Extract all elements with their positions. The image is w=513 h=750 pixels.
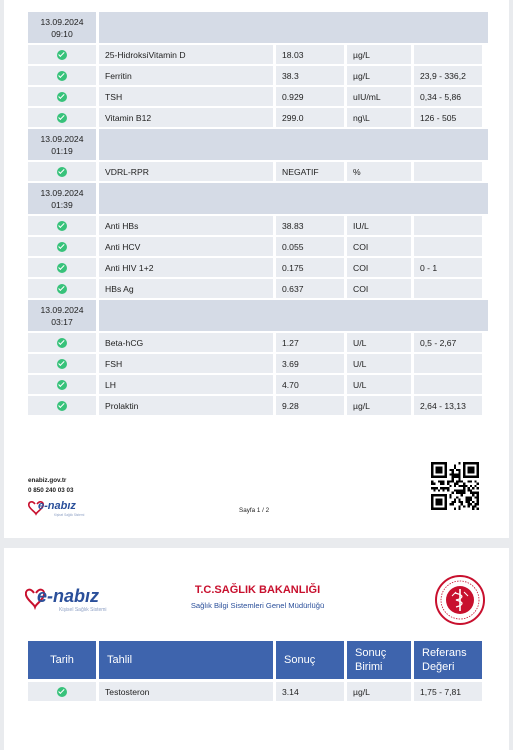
table-row — [28, 258, 488, 277]
table-row — [28, 108, 488, 127]
check-circle-icon — [57, 401, 67, 411]
group-date: 13.09.2024 — [40, 187, 84, 198]
unit-cell: µg/L — [347, 396, 411, 415]
status-cell — [28, 279, 96, 298]
test-name-cell: 25-HidroksiVitamin D — [99, 45, 273, 64]
status-cell — [28, 354, 96, 373]
header-result: Sonuç — [276, 641, 344, 679]
date-group-fill — [99, 183, 488, 214]
table-row — [28, 279, 488, 298]
footer-website: enabiz.gov.tr — [28, 477, 67, 484]
check-circle-icon — [57, 263, 67, 273]
status-cell — [28, 108, 96, 127]
unit-cell: µg/L — [347, 45, 411, 64]
status-cell — [28, 216, 96, 235]
status-cell — [28, 45, 96, 64]
check-circle-icon — [57, 380, 67, 390]
table-row — [28, 87, 488, 106]
date-group-row — [28, 12, 488, 43]
unit-cell: COI — [347, 279, 411, 298]
reference-cell: 126 - 505 — [414, 108, 482, 127]
group-date: 13.09.2024 — [40, 133, 84, 144]
unit-cell: U/L — [347, 354, 411, 373]
table-row — [28, 396, 488, 415]
test-name-cell: Beta-hCG — [99, 333, 273, 352]
unit-cell: COI — [347, 258, 411, 277]
logo-small-tagline: Kişisel Sağlık Sistemi — [54, 513, 85, 517]
footer-phone: 0 850 240 03 03 — [28, 487, 74, 494]
reference-cell — [414, 162, 482, 181]
result-cell: 0.929 — [276, 87, 344, 106]
logo-text: e-nabız — [37, 586, 100, 606]
table-row — [28, 354, 488, 373]
group-time: 03:17 — [51, 316, 73, 327]
status-cell — [28, 682, 96, 701]
table-row — [28, 66, 488, 85]
ministry-subtitle: Sağlık Bilgi Sistemleri Genel Müdürlüğü — [190, 601, 325, 610]
ministry-title: T.C.SAĞLIK BAKANLIĞI — [194, 584, 321, 596]
test-name-cell: Anti HCV — [99, 237, 273, 256]
results-table — [28, 12, 488, 417]
table-row — [28, 682, 482, 701]
group-date: 13.09.2024 — [40, 304, 84, 315]
result-cell: NEGATIF — [276, 162, 344, 181]
enabiz-logo-small — [28, 498, 108, 523]
header-unit: Sonuç Birimi — [347, 641, 411, 679]
reference-cell: 0,5 - 2,67 — [414, 333, 482, 352]
unit-cell: % — [347, 162, 411, 181]
result-cell: 38.83 — [276, 216, 344, 235]
results-table-page-2 — [28, 682, 482, 703]
check-circle-icon — [57, 167, 67, 177]
reference-cell: 0 - 1 — [414, 258, 482, 277]
check-circle-icon — [57, 338, 67, 348]
date-group-fill — [99, 300, 488, 331]
unit-cell: ng\L — [347, 108, 411, 127]
reference-cell — [414, 237, 482, 256]
test-name-cell: Testosteron — [99, 682, 273, 701]
status-cell — [28, 258, 96, 277]
unit-cell: COI — [347, 237, 411, 256]
result-cell: 299.0 — [276, 108, 344, 127]
table-row — [28, 375, 488, 394]
unit-cell: U/L — [347, 333, 411, 352]
reference-cell: 0,34 - 5,86 — [414, 87, 482, 106]
reference-cell: 1,75 - 7,81 — [414, 682, 482, 701]
status-cell — [28, 66, 96, 85]
reference-cell — [414, 216, 482, 235]
status-cell — [28, 396, 96, 415]
page-number: Sayfa 1 / 2 — [239, 507, 270, 514]
unit-cell: U/L — [347, 375, 411, 394]
unit-cell: uIU/mL — [347, 87, 411, 106]
date-cell — [28, 183, 96, 214]
status-cell — [28, 333, 96, 352]
group-time: 01:39 — [51, 199, 73, 210]
date-group-row — [28, 129, 488, 160]
date-group-row — [28, 183, 488, 214]
test-name-cell: Anti HIV 1+2 — [99, 258, 273, 277]
result-cell: 3.14 — [276, 682, 344, 701]
test-name-cell: HBs Ag — [99, 279, 273, 298]
ministry-header — [140, 584, 375, 610]
status-cell — [28, 87, 96, 106]
result-cell: 18.03 — [276, 45, 344, 64]
check-circle-icon — [57, 50, 67, 60]
reference-cell — [414, 279, 482, 298]
test-name-cell: LH — [99, 375, 273, 394]
check-circle-icon — [57, 284, 67, 294]
result-cell: 1.27 — [276, 333, 344, 352]
result-cell: 9.28 — [276, 396, 344, 415]
footer-contact — [28, 476, 74, 496]
result-cell: 0.637 — [276, 279, 344, 298]
group-date: 13.09.2024 — [40, 16, 84, 27]
enabiz-logo — [25, 584, 125, 619]
unit-cell: IU/L — [347, 216, 411, 235]
table-row — [28, 45, 488, 64]
reference-cell: 23,9 - 336,2 — [414, 66, 482, 85]
test-name-cell: TSH — [99, 87, 273, 106]
result-cell: 0.175 — [276, 258, 344, 277]
table-row — [28, 216, 488, 235]
result-cell: 38.3 — [276, 66, 344, 85]
ministry-emblem-icon — [434, 574, 486, 626]
header-test: Tahlil — [99, 641, 273, 679]
group-time: 09:10 — [51, 28, 73, 39]
report-page-1 — [4, 0, 509, 538]
check-circle-icon — [57, 242, 67, 252]
qr-code-icon — [431, 462, 479, 510]
table-row — [28, 237, 488, 256]
logo-tagline: Kişisel Sağlık Sistemi — [59, 607, 107, 613]
result-cell: 3.69 — [276, 354, 344, 373]
reference-cell: 2,64 - 13,13 — [414, 396, 482, 415]
check-circle-icon — [57, 687, 67, 697]
test-name-cell: Vitamin B12 — [99, 108, 273, 127]
check-circle-icon — [57, 113, 67, 123]
test-name-cell: Ferritin — [99, 66, 273, 85]
reference-cell — [414, 375, 482, 394]
unit-cell: µg/L — [347, 66, 411, 85]
date-cell — [28, 129, 96, 160]
check-circle-icon — [57, 221, 67, 231]
table-row — [28, 162, 488, 181]
group-time: 01:19 — [51, 145, 73, 156]
date-cell — [28, 300, 96, 331]
date-group-fill — [99, 12, 488, 43]
test-name-cell: Prolaktin — [99, 396, 273, 415]
header-reference: Referans Değeri — [414, 641, 482, 679]
status-cell — [28, 375, 96, 394]
date-group-row — [28, 300, 488, 331]
logo-small-text: e-nabız — [38, 500, 76, 512]
check-circle-icon — [57, 92, 67, 102]
test-name-cell: Anti HBs — [99, 216, 273, 235]
result-cell: 0.055 — [276, 237, 344, 256]
table-row — [28, 333, 488, 352]
result-cell: 4.70 — [276, 375, 344, 394]
date-cell — [28, 12, 96, 43]
test-name-cell: FSH — [99, 354, 273, 373]
status-cell — [28, 162, 96, 181]
test-name-cell: VDRL-RPR — [99, 162, 273, 181]
check-circle-icon — [57, 359, 67, 369]
date-group-fill — [99, 129, 488, 160]
status-cell — [28, 237, 96, 256]
unit-cell: µg/L — [347, 682, 411, 701]
check-circle-icon — [57, 71, 67, 81]
reference-cell — [414, 45, 482, 64]
results-table-header — [28, 641, 482, 679]
header-date: Tarih — [28, 641, 96, 679]
reference-cell — [414, 354, 482, 373]
